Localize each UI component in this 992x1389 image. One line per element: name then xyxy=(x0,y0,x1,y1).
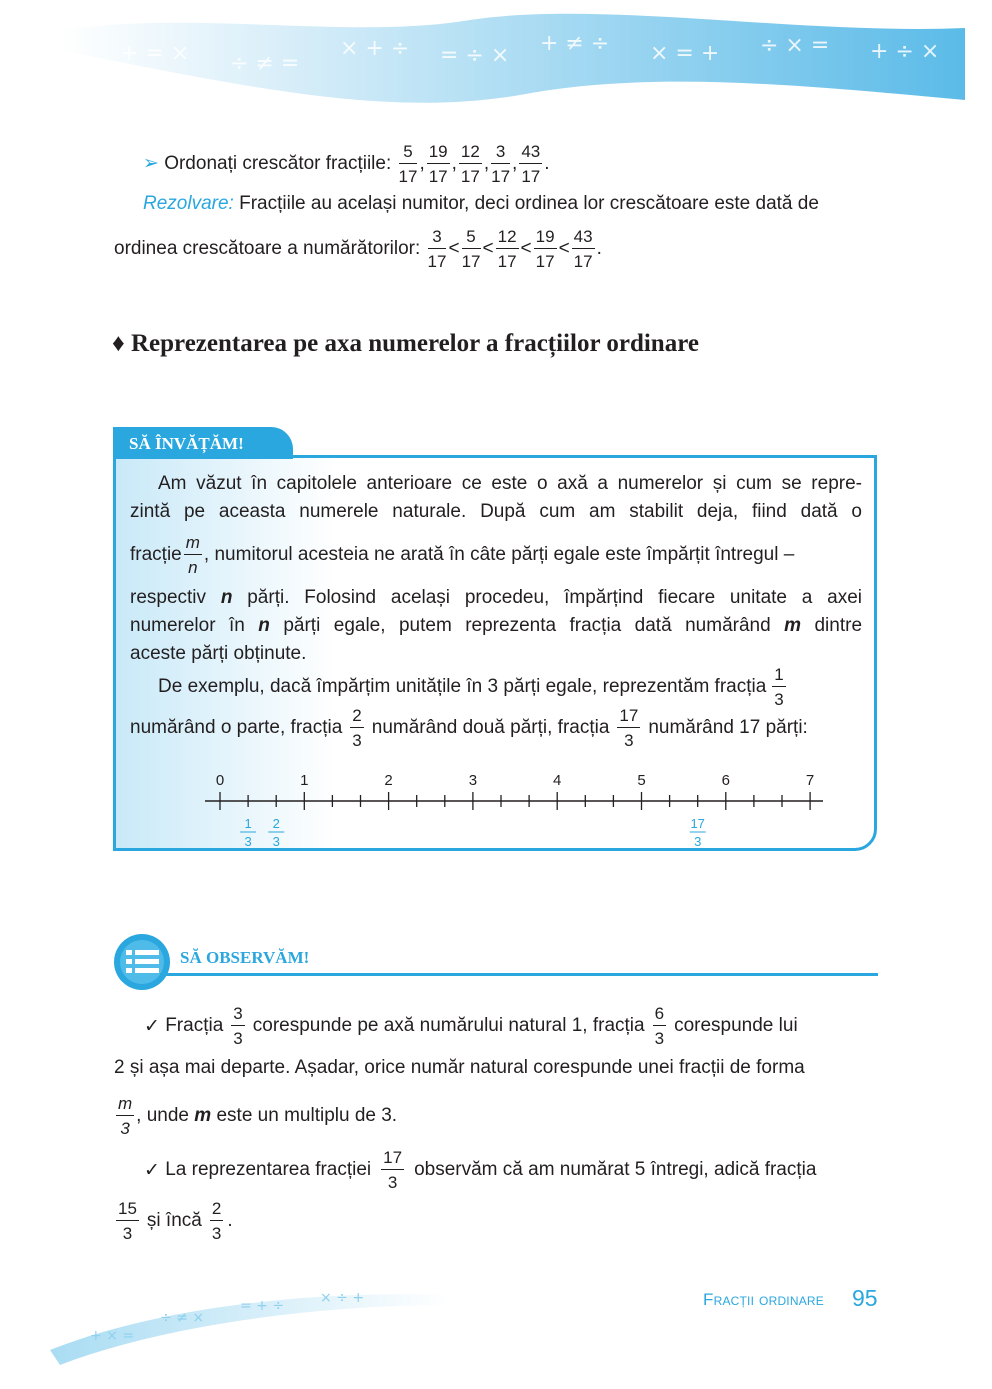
fraction: $\frac{1}{3}$ xyxy=(774,665,784,709)
axis-label: 6 xyxy=(721,772,730,789)
fraction: $\frac{43}{17}$ xyxy=(521,142,541,186)
axis-mark-numerator: 17 xyxy=(690,816,705,831)
page-number: 95 xyxy=(852,1285,878,1311)
observe-paragraph: ✓ Fracția $\frac{3}{3}$ corespunde pe axă numărului natural 1, fracția $\frac{6}{3}$ corespunde lui 2 și așa mai departe. Așadar, orice număr natural corespunde unei fracții de forma $\frac{m}{3}$ , unde m este un multiplu de 3. ✓ La reprezentarea fracției $\frac{17}{3}$ observăm că am numărat 5 întregi, adică fracția $\frac{15}{3}$ și încă $\frac{2}{3}$ . xyxy=(114,1004,817,1243)
axis-mark-denominator: 3 xyxy=(244,834,252,849)
svg-text:÷ ≠ =: ÷ ≠ = xyxy=(230,51,300,76)
top-decorative-banner xyxy=(0,0,992,120)
fraction: $\frac{5}{17}$ xyxy=(398,142,418,186)
axis-mark-numerator: 1 xyxy=(244,816,252,831)
svg-text:= ÷ ×: = ÷ × xyxy=(440,43,510,68)
axis-label: 7 xyxy=(805,772,815,789)
axis-label: 2 xyxy=(384,772,393,789)
check-icon: ✓ xyxy=(144,1159,160,1181)
axis-mark-denominator: 3 xyxy=(272,834,280,849)
axis-mark-denominator: 3 xyxy=(694,834,702,849)
svg-text:+ = ×: + = × xyxy=(120,41,190,66)
fraction-m-n: $\frac{m}{n}$ xyxy=(185,533,200,577)
axis-label: 0 xyxy=(215,772,225,789)
fraction: $\frac{19}{17}$ xyxy=(535,227,555,271)
svg-text:÷ ≠ ×: ÷ ≠ × xyxy=(160,1310,205,1326)
check-icon: ✓ xyxy=(144,1015,160,1037)
svg-text:× = +: × = + xyxy=(650,41,720,66)
svg-text:× + ÷: × + ÷ xyxy=(340,36,410,61)
fraction: $\frac{m}{3}$ xyxy=(118,1094,133,1138)
fraction: $\frac{19}{17}$ xyxy=(428,142,448,186)
fraction: $\frac{3}{17}$ xyxy=(491,142,511,186)
axis-label: 3 xyxy=(468,772,478,789)
svg-text:+ ≠ ÷: + ≠ ÷ xyxy=(540,31,610,56)
axis-mark-numerator: 2 xyxy=(272,816,280,831)
learn-paragraph: Am văzut în capitolele anterioare ce este o axă a numerelor și cum se repre- zintă pe aceasta numerele naturale. După cum am stabilit deja, fiind dată o fracție $\frac{m}{n}$ , numitorul acesteia ne arată în câte părți egale este împărțit întregul – respectiv n părți. Folosind același procedeu, împărțind fiecare unitate a axei numerelor în n părți egale, putem reprezenta fracția dată numărând m dintre aceste părți obținute. De exemplu, dacă împărțim unitățile în 3 părți egale, reprezentăm fracția $\frac{1}{3}$ numărând o parte, fracția $\frac{2}{3}$ numărând două părți, fracția $\frac{17}{3}$ numărând 17 părți: xyxy=(130,473,863,750)
fraction: $\frac{15}{3}$ xyxy=(118,1199,137,1243)
svg-text:÷ × =: ÷ × = xyxy=(760,33,830,58)
solution-line-2: ordinea crescătoare a numărătorilor: $\frac{3}{17}$ < $\frac{5}{17}$ < $\frac{12}{17}$ < $\frac{19}{17}$ < $\frac{43}{17}$ . xyxy=(114,227,602,271)
fraction: $\frac{43}{17}$ xyxy=(573,227,593,271)
axis-label: 4 xyxy=(553,772,562,789)
number-line xyxy=(195,765,835,855)
learn-tab: SĂ ÎNVĂȚĂM! xyxy=(113,427,293,459)
fraction: $\frac{17}{3}$ xyxy=(383,1148,403,1192)
list-icon xyxy=(112,930,174,992)
axis-label: 5 xyxy=(637,772,646,789)
footer-chapter-title: Fracții ordinare xyxy=(703,1290,824,1309)
solution-line-1: Rezolvare: Fracțiile au același numitor, deci ordinea lor crescătoare este dată de xyxy=(143,193,819,214)
fraction: $\frac{2}{3}$ xyxy=(211,1199,222,1243)
arrow-bullet-icon: ➢ xyxy=(143,153,159,175)
observe-title: SĂ OBSERVĂM! xyxy=(180,948,310,967)
observe-divider xyxy=(160,973,878,976)
fraction: $\frac{12}{17}$ xyxy=(497,227,517,271)
svg-text:+ ÷ ×: + ÷ × xyxy=(870,39,940,64)
fraction: $\frac{6}{3}$ xyxy=(654,1004,665,1048)
fraction: $\frac{3}{3}$ xyxy=(233,1004,243,1048)
fraction: $\frac{12}{17}$ xyxy=(460,142,480,186)
svg-text:= + ÷: = + ÷ xyxy=(240,1298,285,1314)
section-title: ♦ Reprezentarea pe axa numerelor a fracțiilor ordinare xyxy=(112,330,699,357)
fraction: $\frac{3}{17}$ xyxy=(427,227,447,271)
bottom-decorative-banner xyxy=(0,1270,520,1370)
svg-text:+ × =: + × = xyxy=(90,1328,135,1344)
svg-text:× ÷ +: × ÷ + xyxy=(320,1290,365,1306)
fraction: $\frac{2}{3}$ xyxy=(352,706,362,750)
axis-label: 1 xyxy=(300,772,309,789)
fraction: $\frac{17}{3}$ xyxy=(619,706,639,750)
exercise-prompt: ➢ Ordonați crescător fracțiile: $\frac{5}{17}$ , $\frac{19}{17}$ , $\frac{12}{17}$ , $\frac{3}{17}$ , $\frac{43}{17}$ . xyxy=(143,142,550,186)
fraction: $\frac{5}{17}$ xyxy=(461,227,481,271)
